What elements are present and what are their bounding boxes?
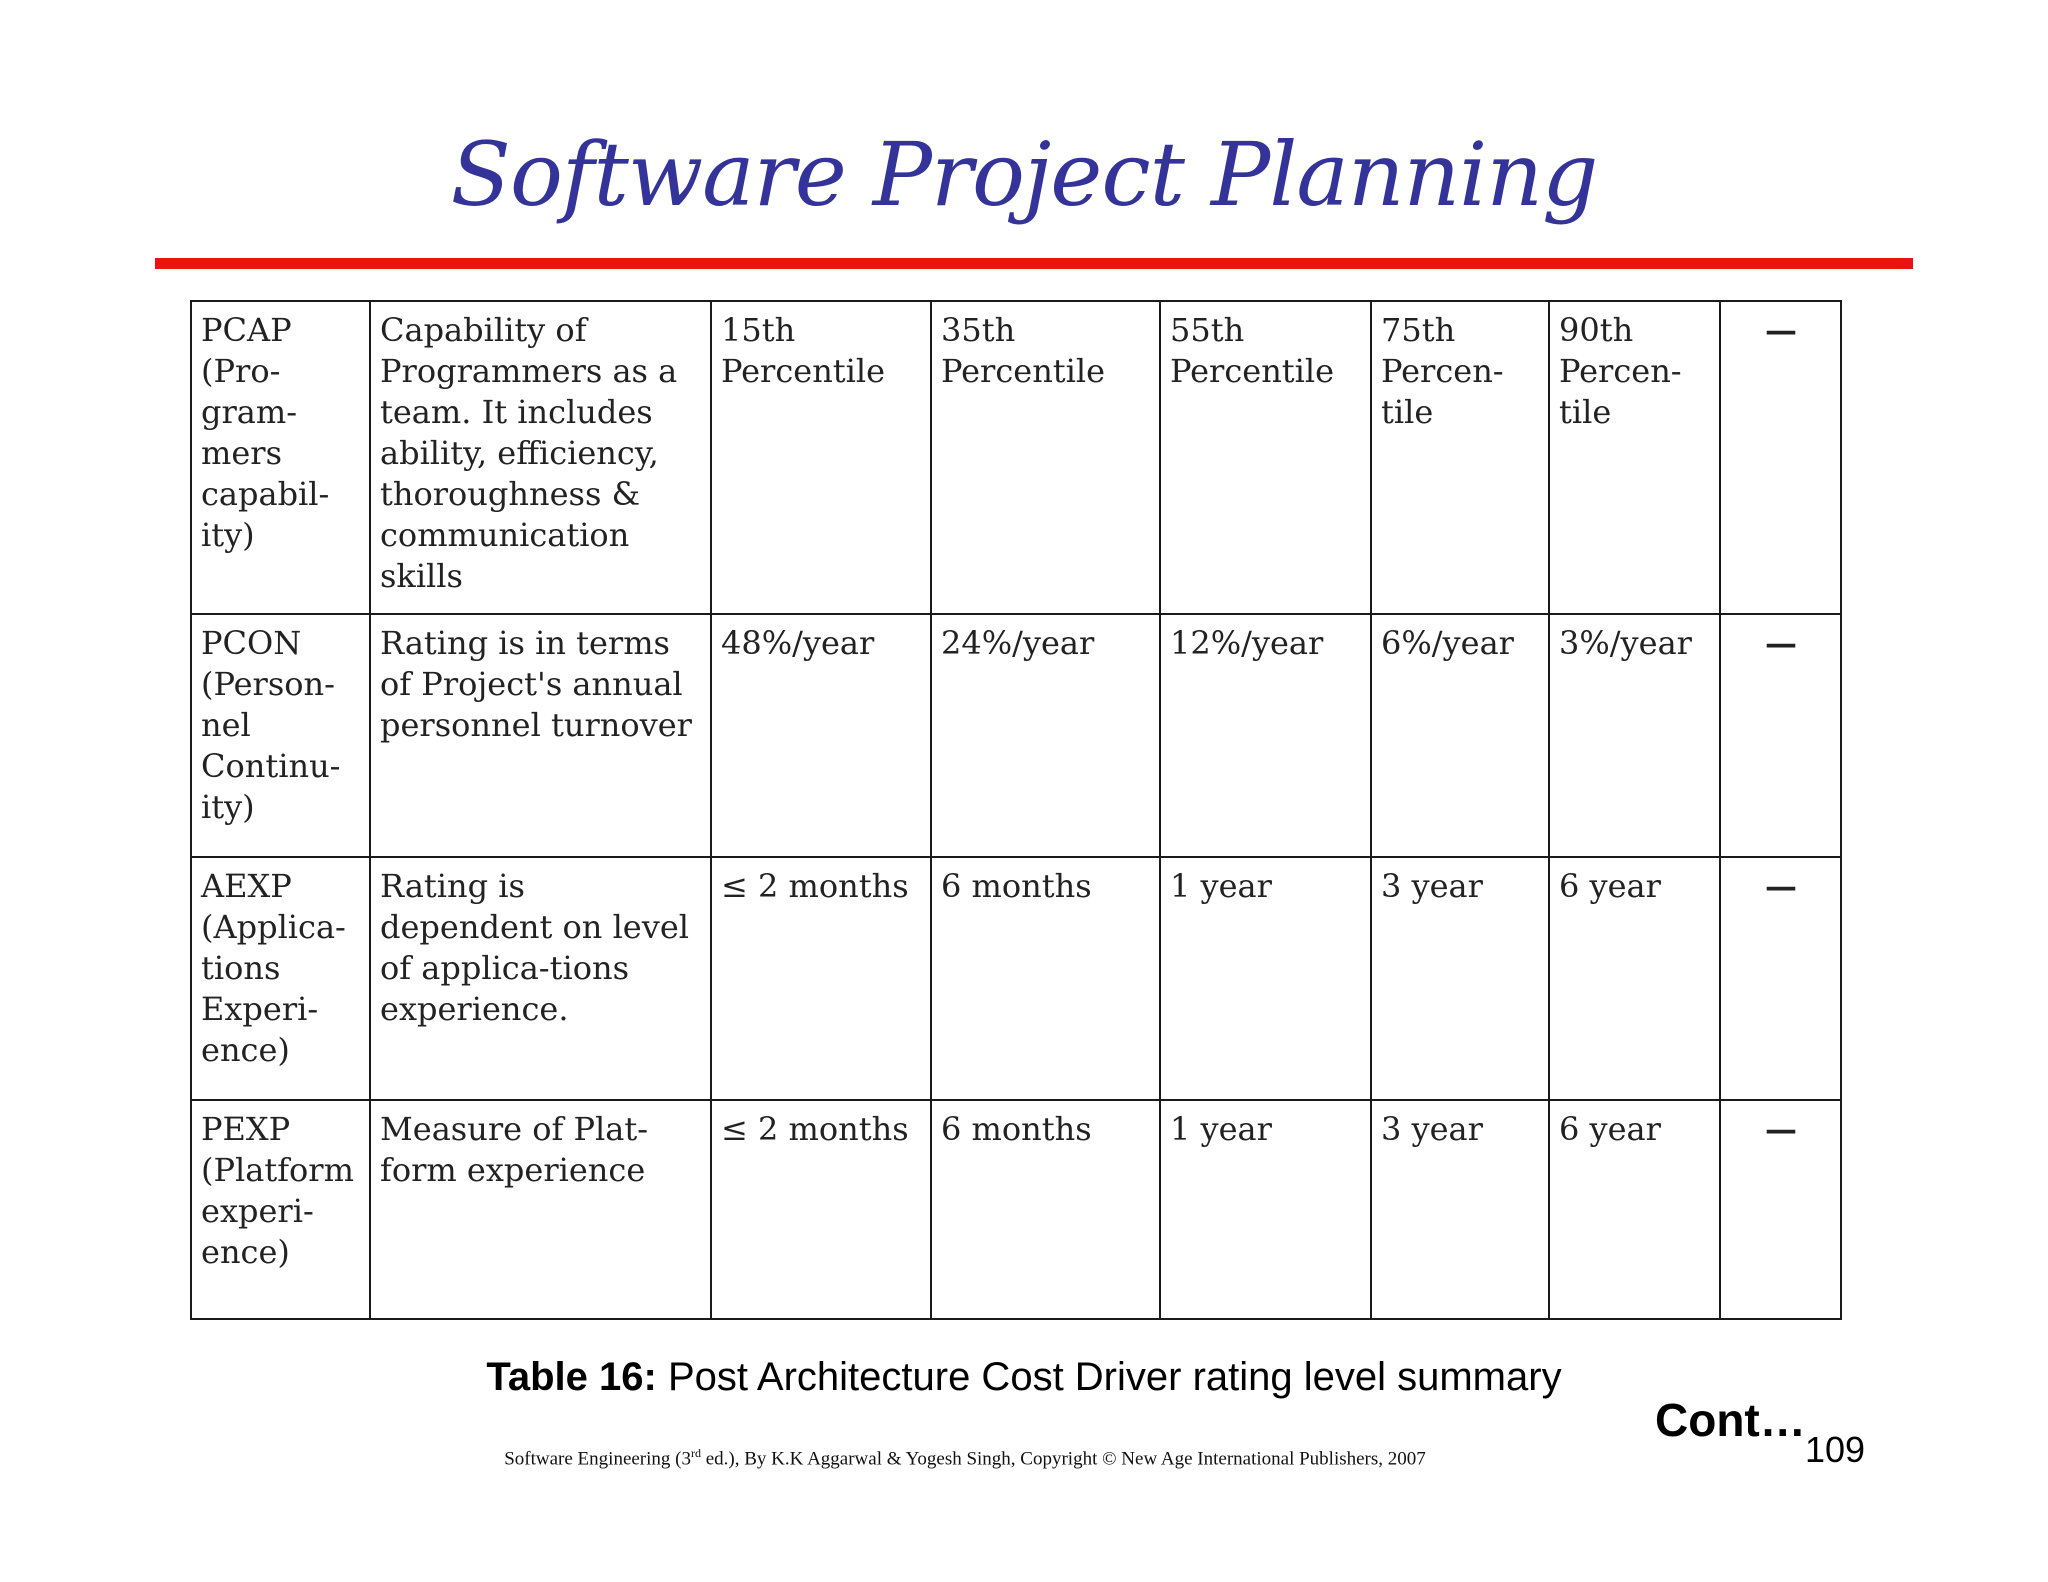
rating-cell: 35th Percentile bbox=[931, 301, 1160, 614]
caption-label: Table 16: bbox=[486, 1355, 657, 1399]
rating-cell: 1 year bbox=[1160, 857, 1371, 1100]
rating-cell: — bbox=[1720, 857, 1841, 1100]
footer-text: Software Engineering (3 bbox=[504, 1448, 691, 1470]
rating-cell: — bbox=[1720, 1100, 1841, 1319]
rating-cell: — bbox=[1720, 301, 1841, 614]
continued-label: Cont… bbox=[1655, 1394, 1806, 1446]
driver-cell: PEXP (Platform experi- ence) bbox=[191, 1100, 370, 1319]
description-cell: Measure of Plat-form experience bbox=[370, 1100, 711, 1319]
rating-cell: 90th Percen- tile bbox=[1549, 301, 1720, 614]
rating-cell: — bbox=[1720, 614, 1841, 857]
rating-cell: 3 year bbox=[1371, 857, 1549, 1100]
footer-text-rest: ed.), By K.K Aggarwal & Yogesh Singh, Copyright © New Age International Publishers, 2007 bbox=[701, 1448, 1426, 1470]
table-row bbox=[191, 1100, 1841, 1319]
rating-cell: 1 year bbox=[1160, 1100, 1371, 1319]
rating-cell: 6 months bbox=[931, 857, 1160, 1100]
rating-cell: 55th Percentile bbox=[1160, 301, 1371, 614]
page-number: 109 bbox=[1805, 1429, 1866, 1470]
driver-cell: AEXP (Applica- tions Experi- ence) bbox=[191, 857, 370, 1100]
rating-cell: 6 months bbox=[931, 1100, 1160, 1319]
rating-cell: 6 year bbox=[1549, 1100, 1720, 1319]
rating-cell: ≤ 2 months bbox=[711, 1100, 931, 1319]
rating-cell: 75th Percen- tile bbox=[1371, 301, 1549, 614]
rating-cell: 6 year bbox=[1549, 857, 1720, 1100]
caption-text: Post Architecture Cost Driver rating level summary bbox=[656, 1355, 1562, 1399]
table-row bbox=[191, 614, 1841, 857]
rating-cell: 3%/year bbox=[1549, 614, 1720, 857]
footer-citation bbox=[0, 1440, 1930, 1472]
rating-cell: 12%/year bbox=[1160, 614, 1371, 857]
rating-cell: 3 year bbox=[1371, 1100, 1549, 1319]
driver-cell: PCAP (Pro- gram- mers capabil- ity) bbox=[191, 301, 370, 614]
description-cell: Capability of Programmers as a team. It includes ability, efficiency, thoroughness & communication skills bbox=[370, 301, 711, 614]
table-row bbox=[191, 301, 1841, 614]
rating-cell: 48%/year bbox=[711, 614, 931, 857]
title-divider bbox=[155, 258, 1913, 269]
rating-cell: 24%/year bbox=[931, 614, 1160, 857]
cost-driver-table bbox=[190, 300, 1842, 1320]
description-cell: Rating is dependent on level of applica-tions experience. bbox=[370, 857, 711, 1100]
driver-cell: PCON (Person- nel Continu- ity) bbox=[191, 614, 370, 857]
rating-cell: 6%/year bbox=[1371, 614, 1549, 857]
slide-title: Software Project Planning bbox=[450, 123, 1598, 226]
rating-cell: ≤ 2 months bbox=[711, 857, 931, 1100]
description-cell: Rating is in terms of Project's annual personnel turnover bbox=[370, 614, 711, 857]
rating-cell: 15th Percentile bbox=[711, 301, 931, 614]
footer-superscript: rd bbox=[691, 1446, 701, 1460]
table-row bbox=[191, 857, 1841, 1100]
